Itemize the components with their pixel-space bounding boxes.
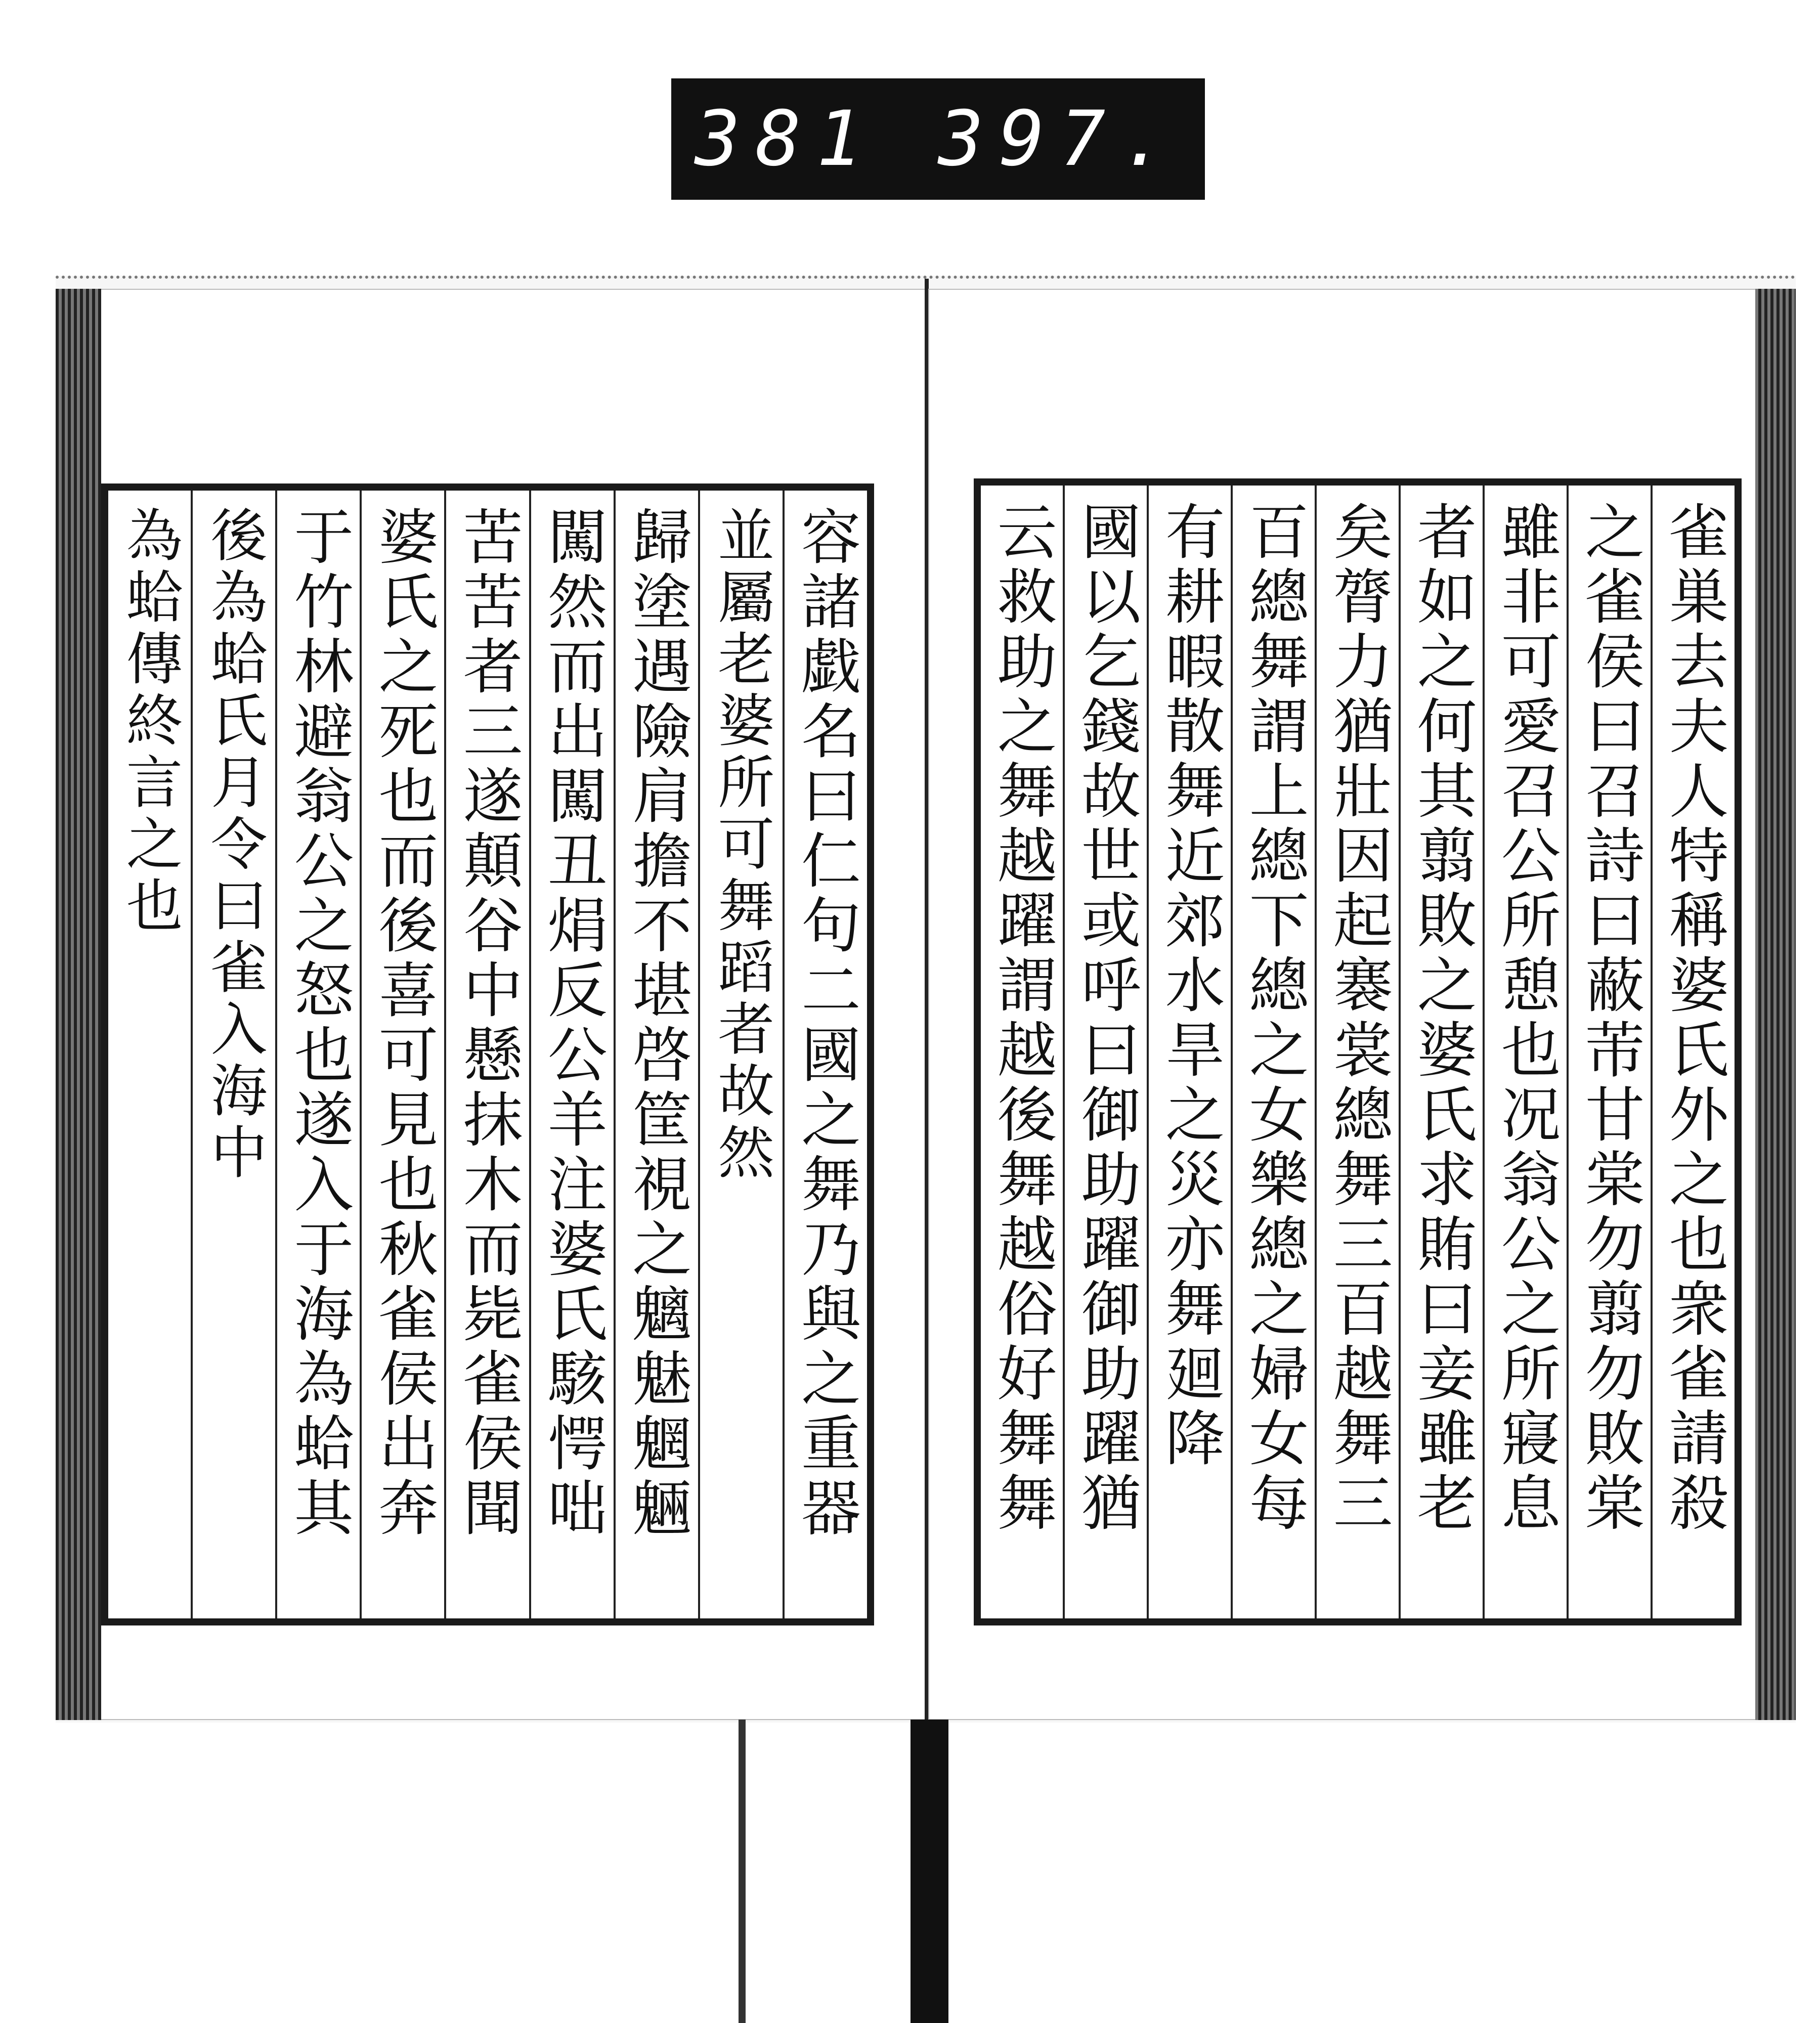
open-book	[56, 276, 1796, 1723]
text-column: 雖非可愛召公所憩也况翁公之所寢息	[1483, 486, 1567, 1618]
text-column: 為蛤傳終言之也	[116, 506, 183, 938]
text-column: 者如之何其翦敗之婆氏求賄曰妾雖老	[1399, 486, 1483, 1618]
text-column: 于竹林避翁公之怒也遂入于海為蛤其	[275, 491, 360, 1618]
text-column: 並屬老婆所可舞蹈者故然	[698, 491, 783, 1618]
text-column: 苦苦者三遂顛谷中懸抹木而毙雀侯聞	[444, 491, 529, 1618]
text-column: 後為蛤氏月令曰雀入海中	[191, 491, 275, 1618]
left-page	[56, 289, 926, 1720]
text-column: 矣膂力猶壯因起褰裳總舞三百越舞三	[1315, 486, 1399, 1618]
left-text-frame	[101, 483, 874, 1625]
text-column: 容諸戯名曰仁句二國之舞乃與之重器	[783, 491, 867, 1618]
text-column: 婆氏之死也而後喜可見也秋雀侯出奔	[360, 491, 444, 1618]
text-column: 云救助之舞越躍謂越後舞越俗好舞舞	[987, 501, 1057, 1536]
right-page-edge	[1755, 289, 1796, 1720]
right-text-frame	[974, 478, 1742, 1625]
binding-strip	[739, 1720, 746, 2023]
right-text-columns	[981, 486, 1735, 1618]
right-page	[928, 289, 1796, 1720]
text-column: 有耕暇散舞近郊水旱之災亦舞廻降	[1147, 486, 1231, 1618]
text-column: 歸塗遇險肩擔不堪啓筐視之魑魅魍魎	[614, 491, 698, 1618]
frame-number-label: 381 397.	[671, 78, 1205, 200]
text-column: 之雀侯曰召詩曰蔽芾甘棠勿翦勿敗棠	[1567, 486, 1651, 1618]
text-column: 百總舞謂上總下總之女樂總之婦女每	[1231, 486, 1315, 1618]
book-spine	[911, 1720, 948, 2023]
text-column: 闖然而出闖丑焆反公羊注婆氏駭愕咄	[529, 491, 614, 1618]
left-text-columns	[108, 491, 867, 1618]
text-column: 國以乞錢故世或呼曰御助躍御助躍猶	[1063, 486, 1147, 1618]
left-page-edge	[56, 289, 101, 1720]
text-column: 雀巣去夫人特稱婆氏外之也衆雀請殺	[1651, 486, 1735, 1618]
